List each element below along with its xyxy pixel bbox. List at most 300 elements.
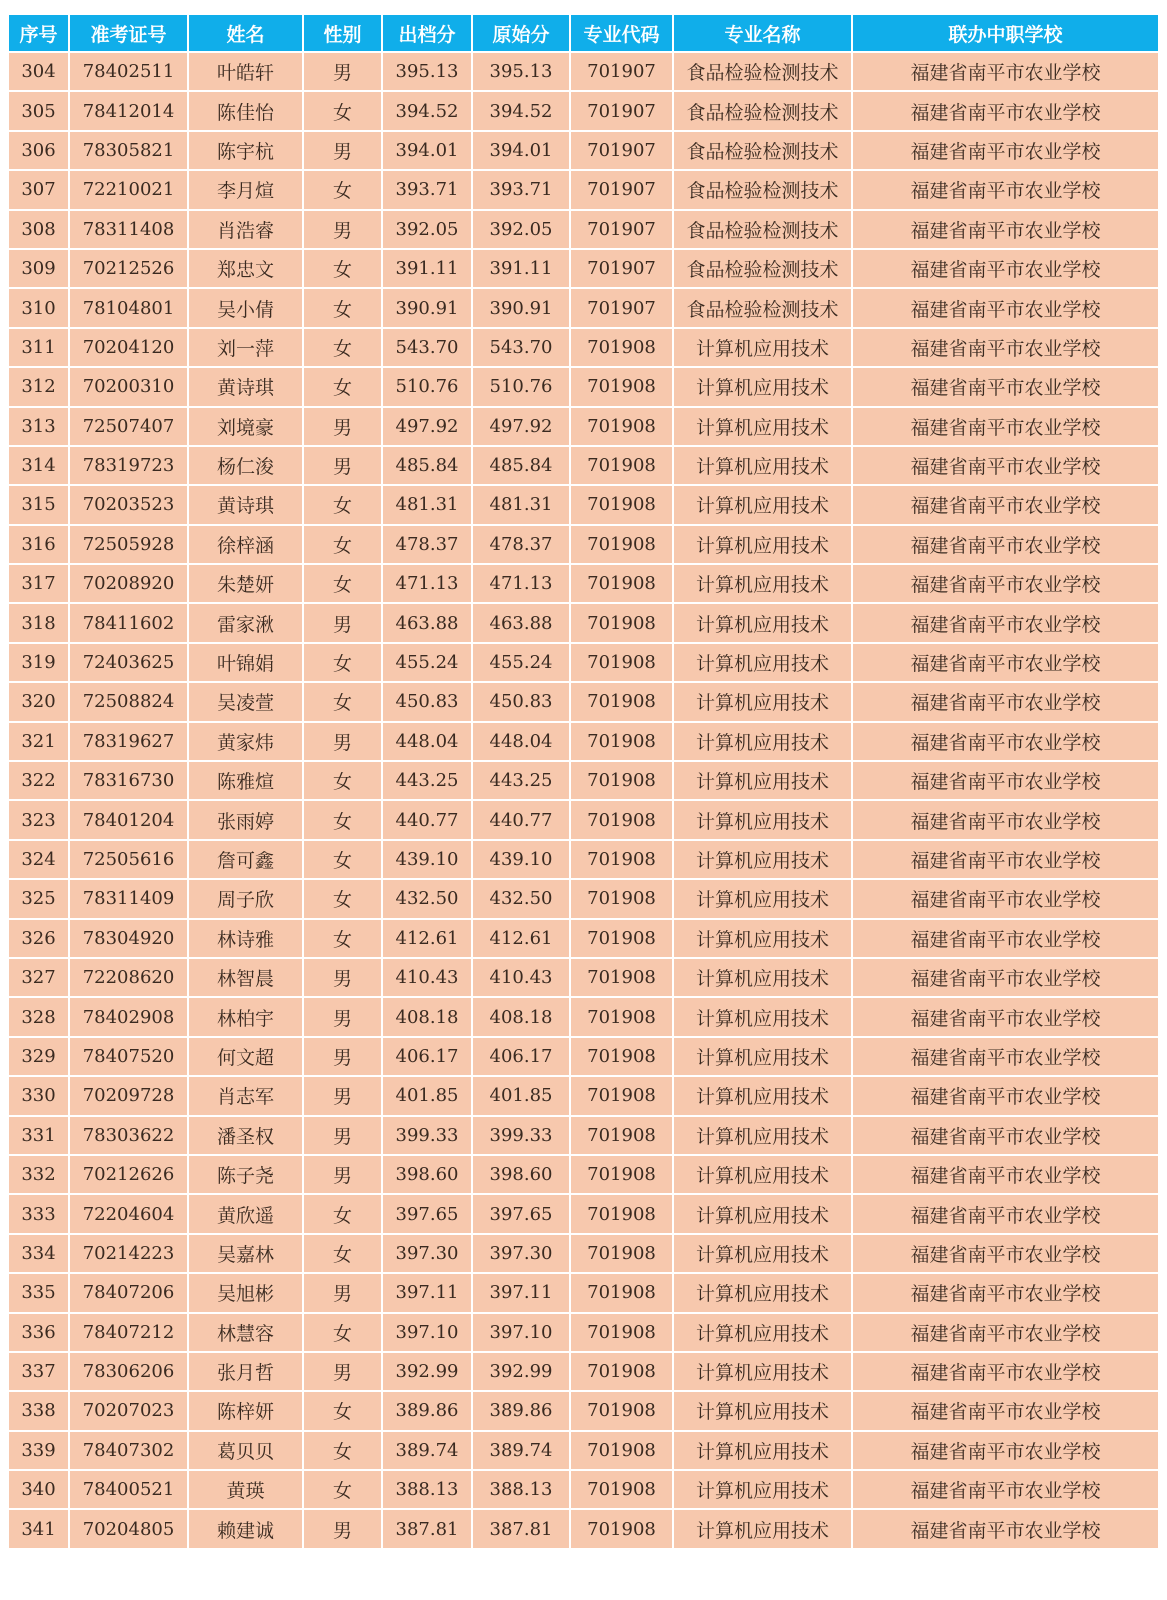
col-exam-id-cell: 72505928 (69, 525, 188, 564)
col-major-name-cell: 食品检验检测技术 (673, 91, 852, 130)
col-gender-cell: 女 (303, 367, 382, 406)
col-school-cell: 福建省南平市农业学校 (852, 603, 1159, 642)
col-filing-score-cell: 390.91 (382, 288, 472, 327)
col-major-name-cell: 计算机应用技术 (673, 1155, 852, 1194)
col-exam-id-cell: 72508824 (69, 682, 188, 721)
col-index-cell: 318 (8, 603, 69, 642)
col-exam-id-cell: 78412014 (69, 91, 188, 130)
col-index-cell: 320 (8, 682, 69, 721)
col-index-cell: 326 (8, 919, 69, 958)
table-row (8, 682, 1159, 721)
col-gender-cell: 男 (303, 446, 382, 485)
header-col-exam-id: 准考证号 (69, 14, 188, 52)
table-row (8, 1116, 1159, 1155)
col-name-cell: 林智晨 (188, 958, 303, 997)
table-row (8, 1352, 1159, 1391)
col-name-cell: 陈佳怡 (188, 91, 303, 130)
col-exam-id-cell: 78402908 (69, 997, 188, 1036)
col-filing-score-cell: 397.30 (382, 1234, 472, 1273)
col-raw-score-cell: 401.85 (472, 1076, 570, 1115)
col-gender-cell: 男 (303, 1352, 382, 1391)
col-index-cell: 316 (8, 525, 69, 564)
col-gender-cell: 女 (303, 170, 382, 209)
col-name-cell: 陈梓妍 (188, 1391, 303, 1430)
col-name-cell: 林慧容 (188, 1313, 303, 1352)
col-index-cell: 313 (8, 407, 69, 446)
col-raw-score-cell: 390.91 (472, 288, 570, 327)
col-raw-score-cell: 497.92 (472, 407, 570, 446)
col-major-code-cell: 701908 (570, 485, 673, 524)
col-school-cell: 福建省南平市农业学校 (852, 682, 1159, 721)
col-school-cell: 福建省南平市农业学校 (852, 1194, 1159, 1233)
col-name-cell: 郑忠文 (188, 249, 303, 288)
table-row (8, 170, 1159, 209)
col-major-name-cell: 计算机应用技术 (673, 958, 852, 997)
col-filing-score-cell: 463.88 (382, 603, 472, 642)
col-name-cell: 林柏宇 (188, 997, 303, 1036)
col-raw-score-cell: 440.77 (472, 800, 570, 839)
col-gender-cell: 女 (303, 643, 382, 682)
table-row (8, 1313, 1159, 1352)
col-raw-score-cell: 439.10 (472, 840, 570, 879)
col-major-name-cell: 计算机应用技术 (673, 840, 852, 879)
col-gender-cell: 女 (303, 91, 382, 130)
table-row (8, 1194, 1159, 1233)
col-exam-id-cell: 78407212 (69, 1313, 188, 1352)
col-major-code-cell: 701908 (570, 1234, 673, 1273)
col-school-cell: 福建省南平市农业学校 (852, 800, 1159, 839)
col-raw-score-cell: 463.88 (472, 603, 570, 642)
col-major-name-cell: 计算机应用技术 (673, 1391, 852, 1430)
col-name-cell: 叶锦娟 (188, 643, 303, 682)
col-major-code-cell: 701908 (570, 682, 673, 721)
col-major-name-cell: 计算机应用技术 (673, 367, 852, 406)
col-gender-cell: 男 (303, 722, 382, 761)
col-raw-score-cell: 412.61 (472, 919, 570, 958)
col-raw-score-cell: 399.33 (472, 1116, 570, 1155)
col-index-cell: 334 (8, 1234, 69, 1273)
col-name-cell: 张雨婷 (188, 800, 303, 839)
col-index-cell: 305 (8, 91, 69, 130)
col-raw-score-cell: 408.18 (472, 997, 570, 1036)
col-filing-score-cell: 408.18 (382, 997, 472, 1036)
col-raw-score-cell: 485.84 (472, 446, 570, 485)
col-major-code-cell: 701908 (570, 446, 673, 485)
col-name-cell: 徐梓涵 (188, 525, 303, 564)
col-gender-cell: 男 (303, 1076, 382, 1115)
table-row (8, 761, 1159, 800)
table-row (8, 249, 1159, 288)
col-filing-score-cell: 391.11 (382, 249, 472, 288)
col-filing-score-cell: 471.13 (382, 564, 472, 603)
col-gender-cell: 女 (303, 249, 382, 288)
col-raw-score-cell: 543.70 (472, 328, 570, 367)
col-index-cell: 307 (8, 170, 69, 209)
col-gender-cell: 女 (303, 1194, 382, 1233)
col-raw-score-cell: 443.25 (472, 761, 570, 800)
col-gender-cell: 女 (303, 840, 382, 879)
col-major-code-cell: 701908 (570, 1155, 673, 1194)
col-exam-id-cell: 70208920 (69, 564, 188, 603)
header-col-filing-score: 出档分 (382, 14, 472, 52)
col-school-cell: 福建省南平市农业学校 (852, 761, 1159, 800)
col-index-cell: 324 (8, 840, 69, 879)
table-row (8, 328, 1159, 367)
col-exam-id-cell: 78319723 (69, 446, 188, 485)
col-exam-id-cell: 78407206 (69, 1273, 188, 1312)
col-filing-score-cell: 455.24 (382, 643, 472, 682)
col-major-name-cell: 食品检验检测技术 (673, 52, 852, 91)
col-major-code-cell: 701908 (570, 1352, 673, 1391)
col-name-cell: 张月哲 (188, 1352, 303, 1391)
table-row (8, 643, 1159, 682)
col-filing-score-cell: 395.13 (382, 52, 472, 91)
col-exam-id-cell: 78407302 (69, 1431, 188, 1470)
col-filing-score-cell: 410.43 (382, 958, 472, 997)
col-major-name-cell: 计算机应用技术 (673, 1234, 852, 1273)
col-name-cell: 吴嘉林 (188, 1234, 303, 1273)
col-major-name-cell: 计算机应用技术 (673, 603, 852, 642)
table-row (8, 1155, 1159, 1194)
col-school-cell: 福建省南平市农业学校 (852, 997, 1159, 1036)
col-name-cell: 黄诗琪 (188, 485, 303, 524)
table-row (8, 1037, 1159, 1076)
col-name-cell: 刘一萍 (188, 328, 303, 367)
col-major-name-cell: 计算机应用技术 (673, 1273, 852, 1312)
col-school-cell: 福建省南平市农业学校 (852, 1509, 1159, 1548)
col-raw-score-cell: 410.43 (472, 958, 570, 997)
col-name-cell: 陈雅煊 (188, 761, 303, 800)
col-gender-cell: 女 (303, 525, 382, 564)
col-raw-score-cell: 397.65 (472, 1194, 570, 1233)
col-major-name-cell: 计算机应用技术 (673, 997, 852, 1036)
col-index-cell: 304 (8, 52, 69, 91)
col-major-name-cell: 计算机应用技术 (673, 446, 852, 485)
col-major-name-cell: 计算机应用技术 (673, 1431, 852, 1470)
table-row (8, 1509, 1159, 1548)
col-filing-score-cell: 387.81 (382, 1509, 472, 1548)
col-filing-score-cell: 481.31 (382, 485, 472, 524)
col-major-code-cell: 701907 (570, 210, 673, 249)
col-name-cell: 黄欣遥 (188, 1194, 303, 1233)
col-filing-score-cell: 392.99 (382, 1352, 472, 1391)
col-gender-cell: 男 (303, 210, 382, 249)
col-major-code-cell: 701908 (570, 328, 673, 367)
table-row (8, 1431, 1159, 1470)
col-school-cell: 福建省南平市农业学校 (852, 1037, 1159, 1076)
col-filing-score-cell: 389.74 (382, 1431, 472, 1470)
col-filing-score-cell: 401.85 (382, 1076, 472, 1115)
col-major-code-cell: 701908 (570, 1194, 673, 1233)
col-major-name-cell: 食品检验检测技术 (673, 170, 852, 209)
col-school-cell: 福建省南平市农业学校 (852, 525, 1159, 564)
col-school-cell: 福建省南平市农业学校 (852, 1076, 1159, 1115)
col-name-cell: 潘圣权 (188, 1116, 303, 1155)
col-school-cell: 福建省南平市农业学校 (852, 407, 1159, 446)
col-major-code-cell: 701908 (570, 643, 673, 682)
col-filing-score-cell: 497.92 (382, 407, 472, 446)
col-index-cell: 312 (8, 367, 69, 406)
col-gender-cell: 女 (303, 761, 382, 800)
col-major-name-cell: 计算机应用技术 (673, 1116, 852, 1155)
col-major-code-cell: 701908 (570, 722, 673, 761)
table-row (8, 288, 1159, 327)
col-name-cell: 吴凌萱 (188, 682, 303, 721)
col-index-cell: 322 (8, 761, 69, 800)
col-filing-score-cell: 397.65 (382, 1194, 472, 1233)
col-index-cell: 315 (8, 485, 69, 524)
col-filing-score-cell: 448.04 (382, 722, 472, 761)
col-major-code-cell: 701908 (570, 919, 673, 958)
col-raw-score-cell: 388.13 (472, 1470, 570, 1509)
col-exam-id-cell: 72507407 (69, 407, 188, 446)
col-raw-score-cell: 450.83 (472, 682, 570, 721)
col-exam-id-cell: 72208620 (69, 958, 188, 997)
col-filing-score-cell: 485.84 (382, 446, 472, 485)
col-exam-id-cell: 78407520 (69, 1037, 188, 1076)
col-major-code-cell: 701908 (570, 525, 673, 564)
col-name-cell: 黄诗琪 (188, 367, 303, 406)
col-exam-id-cell: 78304920 (69, 919, 188, 958)
col-gender-cell: 男 (303, 997, 382, 1036)
col-major-name-cell: 计算机应用技术 (673, 1509, 852, 1548)
col-gender-cell: 男 (303, 52, 382, 91)
col-filing-score-cell: 397.10 (382, 1313, 472, 1352)
col-index-cell: 340 (8, 1470, 69, 1509)
col-index-cell: 339 (8, 1431, 69, 1470)
header-col-major-name: 专业名称 (673, 14, 852, 52)
col-gender-cell: 女 (303, 328, 382, 367)
admission-table (7, 13, 1160, 1550)
col-gender-cell: 女 (303, 919, 382, 958)
col-school-cell: 福建省南平市农业学校 (852, 131, 1159, 170)
table-row (8, 722, 1159, 761)
col-filing-score-cell: 450.83 (382, 682, 472, 721)
col-index-cell: 337 (8, 1352, 69, 1391)
col-exam-id-cell: 78311408 (69, 210, 188, 249)
col-school-cell: 福建省南平市农业学校 (852, 1313, 1159, 1352)
col-major-name-cell: 食品检验检测技术 (673, 210, 852, 249)
table-row (8, 485, 1159, 524)
col-school-cell: 福建省南平市农业学校 (852, 1273, 1159, 1312)
col-school-cell: 福建省南平市农业学校 (852, 958, 1159, 997)
col-major-name-cell: 计算机应用技术 (673, 485, 852, 524)
col-major-code-cell: 701908 (570, 1431, 673, 1470)
col-index-cell: 327 (8, 958, 69, 997)
col-major-code-cell: 701907 (570, 52, 673, 91)
col-school-cell: 福建省南平市农业学校 (852, 1431, 1159, 1470)
table-row (8, 1273, 1159, 1312)
col-exam-id-cell: 78306206 (69, 1352, 188, 1391)
col-major-code-cell: 701908 (570, 840, 673, 879)
col-name-cell: 李月煊 (188, 170, 303, 209)
col-gender-cell: 女 (303, 879, 382, 918)
col-filing-score-cell: 406.17 (382, 1037, 472, 1076)
col-school-cell: 福建省南平市农业学校 (852, 1116, 1159, 1155)
col-school-cell: 福建省南平市农业学校 (852, 210, 1159, 249)
col-exam-id-cell: 70204120 (69, 328, 188, 367)
col-major-name-cell: 计算机应用技术 (673, 919, 852, 958)
col-major-name-cell: 计算机应用技术 (673, 1313, 852, 1352)
col-exam-id-cell: 72403625 (69, 643, 188, 682)
col-school-cell: 福建省南平市农业学校 (852, 722, 1159, 761)
col-gender-cell: 女 (303, 288, 382, 327)
col-school-cell: 福建省南平市农业学校 (852, 485, 1159, 524)
col-major-name-cell: 计算机应用技术 (673, 682, 852, 721)
col-raw-score-cell: 392.99 (472, 1352, 570, 1391)
col-exam-id-cell: 78402511 (69, 52, 188, 91)
col-raw-score-cell: 471.13 (472, 564, 570, 603)
col-name-cell: 杨仁浚 (188, 446, 303, 485)
table-row (8, 1234, 1159, 1273)
col-raw-score-cell: 397.11 (472, 1273, 570, 1312)
header-col-gender: 性别 (303, 14, 382, 52)
table-row (8, 840, 1159, 879)
col-name-cell: 何文超 (188, 1037, 303, 1076)
col-filing-score-cell: 399.33 (382, 1116, 472, 1155)
col-filing-score-cell: 388.13 (382, 1470, 472, 1509)
col-exam-id-cell: 78104801 (69, 288, 188, 327)
col-exam-id-cell: 78401204 (69, 800, 188, 839)
col-gender-cell: 女 (303, 800, 382, 839)
col-raw-score-cell: 393.71 (472, 170, 570, 209)
col-major-code-cell: 701908 (570, 879, 673, 918)
col-index-cell: 325 (8, 879, 69, 918)
col-filing-score-cell: 432.50 (382, 879, 472, 918)
col-school-cell: 福建省南平市农业学校 (852, 879, 1159, 918)
col-gender-cell: 男 (303, 1509, 382, 1548)
col-major-name-cell: 计算机应用技术 (673, 1076, 852, 1115)
col-exam-id-cell: 70214223 (69, 1234, 188, 1273)
col-index-cell: 314 (8, 446, 69, 485)
col-filing-score-cell: 394.52 (382, 91, 472, 130)
table-row (8, 52, 1159, 91)
col-index-cell: 333 (8, 1194, 69, 1233)
col-major-name-cell: 食品检验检测技术 (673, 131, 852, 170)
col-major-code-cell: 701908 (570, 1470, 673, 1509)
table-row (8, 997, 1159, 1036)
col-school-cell: 福建省南平市农业学校 (852, 1470, 1159, 1509)
col-raw-score-cell: 389.74 (472, 1431, 570, 1470)
col-gender-cell: 女 (303, 1470, 382, 1509)
col-major-code-cell: 701908 (570, 997, 673, 1036)
col-raw-score-cell: 389.86 (472, 1391, 570, 1430)
col-index-cell: 310 (8, 288, 69, 327)
col-raw-score-cell: 387.81 (472, 1509, 570, 1548)
col-exam-id-cell: 78311409 (69, 879, 188, 918)
col-gender-cell: 男 (303, 1273, 382, 1312)
col-exam-id-cell: 78305821 (69, 131, 188, 170)
col-filing-score-cell: 478.37 (382, 525, 472, 564)
col-gender-cell: 女 (303, 1431, 382, 1470)
col-major-name-cell: 计算机应用技术 (673, 1352, 852, 1391)
col-raw-score-cell: 510.76 (472, 367, 570, 406)
col-major-code-cell: 701908 (570, 800, 673, 839)
col-school-cell: 福建省南平市农业学校 (852, 1352, 1159, 1391)
col-major-name-cell: 计算机应用技术 (673, 761, 852, 800)
table-row (8, 210, 1159, 249)
col-raw-score-cell: 391.11 (472, 249, 570, 288)
col-major-name-cell: 计算机应用技术 (673, 722, 852, 761)
col-major-code-cell: 701907 (570, 170, 673, 209)
col-raw-score-cell: 395.13 (472, 52, 570, 91)
table-row (8, 1391, 1159, 1430)
col-index-cell: 341 (8, 1509, 69, 1548)
col-school-cell: 福建省南平市农业学校 (852, 170, 1159, 209)
col-index-cell: 330 (8, 1076, 69, 1115)
col-raw-score-cell: 432.50 (472, 879, 570, 918)
col-filing-score-cell: 397.11 (382, 1273, 472, 1312)
col-school-cell: 福建省南平市农业学校 (852, 643, 1159, 682)
table-row (8, 1470, 1159, 1509)
table-row (8, 367, 1159, 406)
col-major-name-cell: 计算机应用技术 (673, 564, 852, 603)
col-index-cell: 311 (8, 328, 69, 367)
col-exam-id-cell: 70212526 (69, 249, 188, 288)
col-gender-cell: 女 (303, 1391, 382, 1430)
col-index-cell: 336 (8, 1313, 69, 1352)
col-major-code-cell: 701907 (570, 91, 673, 130)
col-index-cell: 328 (8, 997, 69, 1036)
col-index-cell: 338 (8, 1391, 69, 1430)
col-filing-score-cell: 389.86 (382, 1391, 472, 1430)
col-name-cell: 赖建诚 (188, 1509, 303, 1548)
table-row (8, 446, 1159, 485)
header-row (8, 14, 1159, 52)
col-school-cell: 福建省南平市农业学校 (852, 1391, 1159, 1430)
col-raw-score-cell: 448.04 (472, 722, 570, 761)
col-gender-cell: 男 (303, 1155, 382, 1194)
col-raw-score-cell: 394.52 (472, 91, 570, 130)
col-exam-id-cell: 72505616 (69, 840, 188, 879)
col-index-cell: 335 (8, 1273, 69, 1312)
col-exam-id-cell: 78411602 (69, 603, 188, 642)
col-major-code-cell: 701907 (570, 249, 673, 288)
col-gender-cell: 女 (303, 682, 382, 721)
col-name-cell: 朱楚妍 (188, 564, 303, 603)
col-major-name-cell: 食品检验检测技术 (673, 249, 852, 288)
col-major-code-cell: 701908 (570, 1037, 673, 1076)
header-col-raw-score: 原始分 (472, 14, 570, 52)
col-exam-id-cell: 78319627 (69, 722, 188, 761)
table-row (8, 1076, 1159, 1115)
col-exam-id-cell: 70203523 (69, 485, 188, 524)
col-gender-cell: 男 (303, 407, 382, 446)
table-body (8, 52, 1159, 1549)
col-school-cell: 福建省南平市农业学校 (852, 328, 1159, 367)
col-major-code-cell: 701908 (570, 407, 673, 446)
col-school-cell: 福建省南平市农业学校 (852, 564, 1159, 603)
col-exam-id-cell: 70200310 (69, 367, 188, 406)
col-name-cell: 雷家湫 (188, 603, 303, 642)
col-filing-score-cell: 393.71 (382, 170, 472, 209)
header-col-major-code: 专业代码 (570, 14, 673, 52)
col-school-cell: 福建省南平市农业学校 (852, 1155, 1159, 1194)
col-name-cell: 黄瑛 (188, 1470, 303, 1509)
col-school-cell: 福建省南平市农业学校 (852, 249, 1159, 288)
col-school-cell: 福建省南平市农业学校 (852, 919, 1159, 958)
col-filing-score-cell: 543.70 (382, 328, 472, 367)
col-major-name-cell: 计算机应用技术 (673, 525, 852, 564)
col-filing-score-cell: 443.25 (382, 761, 472, 800)
col-raw-score-cell: 406.17 (472, 1037, 570, 1076)
col-exam-id-cell: 70207023 (69, 1391, 188, 1430)
col-gender-cell: 男 (303, 1037, 382, 1076)
col-exam-id-cell: 78303622 (69, 1116, 188, 1155)
col-index-cell: 331 (8, 1116, 69, 1155)
col-major-code-cell: 701908 (570, 1273, 673, 1312)
col-name-cell: 詹可鑫 (188, 840, 303, 879)
